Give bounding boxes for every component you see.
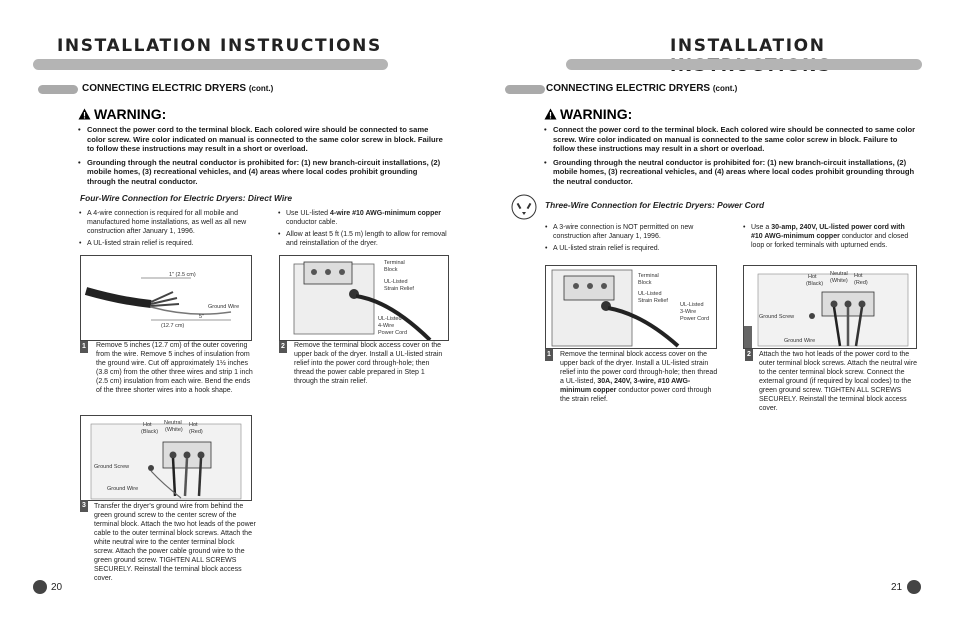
fig2-label-pc-b: 4-Wire	[378, 323, 395, 329]
r-fig2-hot2-b: (Red)	[854, 280, 868, 286]
bullet-item: • Allow at least 5 ft (1.5 m) length to allow for removal and reinstallation of the dryer.	[278, 230, 448, 248]
step1-text-left: Remove 5 inches (12.7 cm) of the outer covering from the wire. Remove 5 inches of insulation from the ground wire. Cut off approximately 1½ inches (3.8 cm) from the other three wires and strip 1 inch (2.5 cm) insulation from each wire. Bend the ends of the three shorter wires into a hook shape.	[96, 342, 253, 394]
warning-heading-right: WARNING:	[544, 106, 632, 122]
fig2-label-tb-b: Block	[384, 267, 398, 273]
wire-prep-illustration	[81, 256, 252, 341]
fig2-label-pc-c: Power Cord	[378, 330, 408, 336]
bullet-item: • Use a 30-amp, 240V, UL-listed power cord with #10 AWG-minimum copper conductor and closed loop or forked terminals with upturned ends.	[743, 223, 913, 250]
warning-triangle-icon	[78, 108, 91, 120]
r-fig1-label-tb: Terminal	[638, 273, 659, 279]
fig3-hot2: Hot	[189, 422, 198, 428]
warning-heading-left: WARNING:	[78, 106, 166, 122]
subheading-left: Four-Wire Connection for Electric Dryers: Direct Wire	[80, 193, 293, 203]
fig2-label-pc: UL-Listed	[378, 316, 402, 322]
bullet-item: • A 4-wire connection is required for all mobile and manufactured home installations, as well as all new construction after January 1, 1996.	[79, 209, 249, 236]
r-fig2-ground-screw: Ground Screw	[759, 314, 795, 320]
step2-text-right: Attach the two hot leads of the power cord to the outer terminal block screws. Attach the neutral wire to the center terminal block screw. Connect the external ground (if required by local codes) to the green ground screw. TIGHTEN ALL SCREWS SECURELY. Reinstall the terminal block access cover.	[759, 351, 917, 412]
r-fig2-hot1: Hot	[808, 274, 817, 280]
figure-strain-relief	[279, 255, 449, 341]
r-fig1-label-sr-b: Strain Relief	[638, 298, 668, 304]
figure-wire-prep	[80, 255, 252, 341]
terminal-3wire-illustration	[744, 266, 917, 349]
warning-item: • Connect the power cord to the terminal block. Each colored wire should be connected to same color screw. Wire color indicated on manual is connected to the same color screw in block. Failure to follow these instructions may result in a short or overload.	[78, 125, 448, 154]
strain-relief-3wire-illustration	[546, 266, 717, 349]
warning-triangle-icon	[544, 108, 557, 120]
figure-terminal-3wire	[743, 265, 917, 349]
r-fig2-ground-wire: Ground Wire	[784, 338, 816, 344]
step-badge: 2	[745, 349, 753, 361]
strain-relief-illustration	[280, 256, 449, 341]
page-title-left: INSTALLATION INSTRUCTIONS	[57, 36, 382, 56]
fig1-label-ground: Ground Wire	[208, 304, 240, 310]
fig3-hot1-b: (Black)	[141, 429, 159, 435]
bullet-item: • Use UL-listed 4-wire #10 AWG-minimum copper conductor cable.	[278, 209, 448, 227]
page-number-right: 21	[891, 582, 903, 593]
bullets-col2-left	[278, 209, 448, 251]
page-title-right: INSTALLATION	[670, 36, 826, 56]
header-bar-left	[33, 59, 388, 70]
r-fig2-neutral: Neutral	[830, 271, 848, 277]
r-fig2-hot2: Hot	[854, 273, 863, 279]
page-number-left: 20	[51, 582, 63, 593]
step-badge: 1	[80, 341, 88, 353]
step2-text-left: Remove the terminal block access cover on the upper back of the dryer. Install a UL-listed strain relief into the power cord through-hole; then thread the power cable prepared in Step 1 through the strain relief.	[294, 342, 443, 385]
section-marker-right	[505, 85, 545, 94]
fig3-ground-wire: Ground Wire	[107, 486, 139, 492]
step-badge: 2	[279, 341, 287, 353]
header-bar-right	[566, 59, 922, 70]
r-fig1-label-tb-b: Block	[638, 280, 652, 286]
fig2-label-sr-b: Strain Relief	[384, 286, 414, 292]
fig2-label-sr: UL-Listed	[384, 279, 408, 285]
lg-logo-icon	[907, 580, 921, 594]
r-fig1-label-sr: UL-Listed	[638, 291, 662, 297]
step3-text-left: Transfer the dryer's ground wire from behind the green ground screw to the center screw of the terminal block. Attach the two hot leads of the power cable to the outer terminal block screws. Attach the white neutral wire to the center terminal block screw. Attach the power cable ground wire to the green ground screw. TIGHTEN ALL SCREWS SECURELY. Reinstall the terminal block access cover.	[94, 503, 256, 582]
fig3-ground-screw: Ground Screw	[94, 464, 130, 470]
fig3-neutral-b: (White)	[165, 427, 183, 433]
bullet-item: • A UL-listed strain relief is required.	[79, 239, 249, 248]
fig1-label-5in-cm: (12.7 cm)	[161, 323, 185, 329]
fig3-neutral: Neutral	[164, 420, 182, 426]
bullet-item: • A UL-listed strain relief is required.	[545, 244, 720, 253]
warning-item: • Grounding through the neutral conductor is prohibited for: (1) new branch-circuit installations, (2) mobile homes, (3) recreational vehicles, and (4) areas where local codes prohibit grounding through the neutral conductor.	[78, 158, 448, 187]
warning-item: • Connect the power cord to the terminal block. Each colored wire should be connected to same color screw. Wire color indicated on manual is connected to the same color screw in block. Failure to follow these instructions may result in a short or overload.	[544, 125, 916, 154]
warning-list-right	[544, 125, 916, 191]
lg-logo-icon	[33, 580, 47, 594]
three-prong-outlet-icon	[511, 194, 537, 220]
fig1-label-1in: 1" (2.5 cm)	[169, 272, 196, 278]
fig3-hot2-b: (Red)	[189, 429, 203, 435]
r-fig1-label-pc-b: 3-Wire	[680, 309, 697, 315]
r-fig2-neutral-b: (White)	[830, 278, 848, 284]
r-fig1-label-pc-c: Power Cord	[680, 316, 710, 322]
bullets-col1-left	[79, 209, 249, 251]
terminal-connection-illustration	[81, 416, 252, 501]
r-fig2-hot1-b: (Black)	[806, 281, 824, 287]
section-title-right: CONNECTING ELECTRIC DRYERS (cont.)	[546, 83, 738, 94]
bullets-col2-right	[743, 223, 913, 253]
r-fig1-label-pc: UL-Listed	[680, 302, 704, 308]
section-title-left: CONNECTING ELECTRIC DRYERS (cont.)	[82, 83, 274, 94]
step-badge: 3	[80, 500, 88, 512]
fig3-hot1: Hot	[143, 422, 152, 428]
section-marker-left	[38, 85, 78, 94]
step1-text-right: Remove the terminal block access cover on the upper back of the dryer. Install a UL-listed strain relief into the power cord through-hole; then thread a UL-listed, 30A, 240V, 3-wire, #10 AWG-minimum copper conductor power cord through the strain relief.	[560, 351, 718, 403]
step-badge: 1	[545, 349, 553, 361]
fig1-label-5in: 5"	[199, 314, 205, 320]
fig2-label-tb: Terminal	[384, 260, 405, 266]
warning-list-left	[78, 125, 448, 191]
bullets-col1-right	[545, 223, 720, 256]
bullet-item: • A 3-wire connection is NOT permitted on new construction after January 1, 1996.	[545, 223, 720, 241]
subheading-right: Three-Wire Connection for Electric Dryers: Power Cord	[545, 200, 765, 210]
figure-strain-relief-3wire	[545, 265, 717, 349]
warning-item: • Grounding through the neutral conductor is prohibited for: (1) new branch-circuit installations, (2) mobile homes, (3) recreational vehicles, and (4) areas where local codes prohibit grounding through the neutral conductor.	[544, 158, 916, 187]
figure-terminal-connection	[80, 415, 252, 501]
